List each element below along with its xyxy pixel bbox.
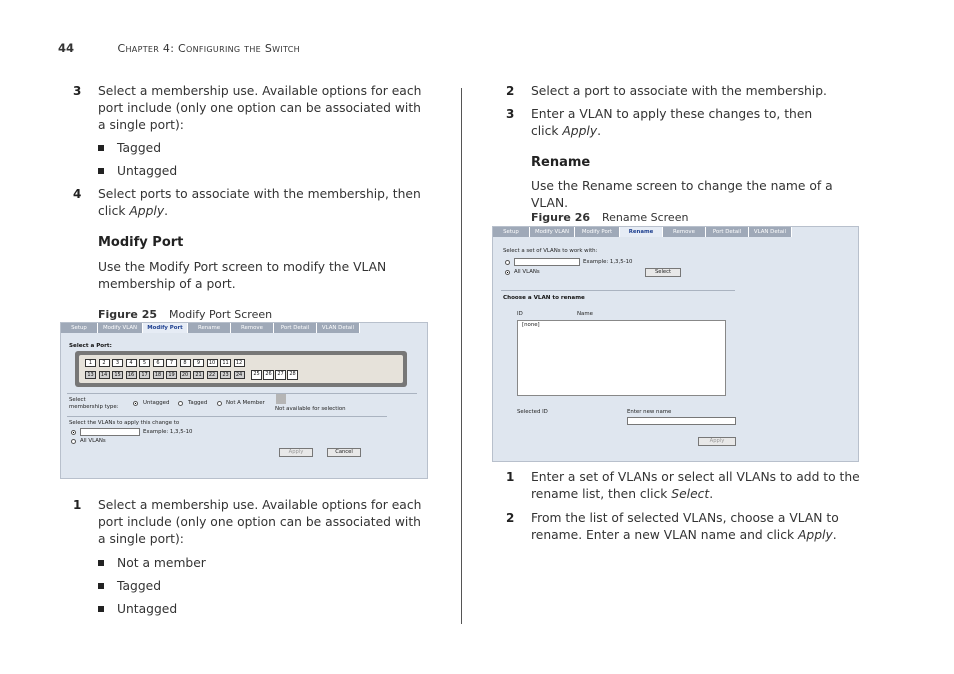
section-heading: Rename bbox=[531, 155, 591, 170]
step-text: Select a membership use. Available options for each port include (only one option can be associated with a single port): bbox=[98, 498, 422, 546]
bullet-label: Tagged bbox=[117, 141, 161, 155]
step-number: 4 bbox=[73, 187, 82, 201]
step-number: 1 bbox=[506, 470, 515, 484]
step-text bbox=[531, 510, 861, 544]
membership-label: membership type: bbox=[69, 404, 119, 410]
page-number: 44 bbox=[58, 41, 75, 55]
all-vlans-label: All VLANs bbox=[80, 438, 106, 444]
section-intro: Use the Rename screen to change the name of a VLAN. bbox=[531, 179, 833, 210]
tab-modify-vlan[interactable]: Modify VLAN bbox=[98, 323, 143, 333]
figure-title: Modify Port Screen bbox=[169, 308, 273, 321]
step-text-part: From the list of selected VLANs, choose a VLAN to rename. Enter a new VLAN name and click bbox=[531, 511, 839, 542]
tagged-label: Tagged bbox=[188, 400, 208, 406]
step-text-part: Enter a set of VLANs or select all VLANs to add to the rename list, then click bbox=[531, 470, 860, 501]
bullet-label: Untagged bbox=[117, 164, 178, 178]
vlan-set-radio[interactable] bbox=[71, 430, 76, 435]
step-number: 3 bbox=[506, 107, 515, 121]
apply-vlans-label: Select the VLANs to apply this change to bbox=[69, 420, 180, 426]
list-item[interactable]: [none] bbox=[522, 322, 540, 328]
apply-button[interactable]: Apply bbox=[698, 437, 736, 446]
id-column-header: ID bbox=[517, 311, 523, 317]
not-member-radio[interactable] bbox=[217, 401, 222, 406]
bullet-item bbox=[98, 164, 177, 178]
not-member-label: Not A Member bbox=[226, 400, 265, 406]
tab-modify-port[interactable]: Modify Port bbox=[143, 323, 188, 333]
tab-remove[interactable]: Remove bbox=[231, 323, 274, 333]
port-17[interactable]: 17 bbox=[139, 371, 150, 379]
step-text-end: . bbox=[597, 124, 602, 138]
not-available-swatch bbox=[276, 394, 286, 404]
not-available-label: Not available for selection bbox=[275, 406, 346, 412]
step-number: 2 bbox=[506, 511, 515, 525]
step-text-end: . bbox=[164, 204, 169, 218]
port-20[interactable]: 20 bbox=[180, 371, 191, 379]
vlan-set-input[interactable] bbox=[514, 258, 580, 266]
tab-setup[interactable]: Setup bbox=[61, 323, 98, 333]
tab-port-detail[interactable]: Port Detail bbox=[274, 323, 317, 333]
select-emphasis: Select bbox=[671, 487, 710, 501]
section-intro: Use the Modify Port screen to modify the VLAN membership of a port. bbox=[98, 260, 387, 291]
name-column-header: Name bbox=[577, 311, 593, 317]
figure-title: Rename Screen bbox=[602, 211, 689, 224]
column-divider bbox=[461, 88, 462, 624]
page-header bbox=[58, 41, 300, 55]
tab-rename[interactable]: Rename bbox=[620, 227, 663, 237]
port-panel bbox=[75, 351, 407, 387]
untagged-label: Untagged bbox=[143, 400, 170, 406]
enter-new-name-label: Enter new name bbox=[627, 409, 672, 415]
apply-emphasis: Apply bbox=[798, 528, 833, 542]
cancel-button[interactable]: Cancel bbox=[327, 448, 361, 457]
port-12[interactable]: 12 bbox=[234, 359, 245, 367]
figure-label: Figure 26 bbox=[531, 211, 591, 224]
vlan-list[interactable] bbox=[517, 320, 726, 396]
port-27[interactable]: 27 bbox=[275, 370, 286, 380]
membership-label: Select bbox=[69, 397, 86, 403]
step-text: Select a port to associate with the membership. bbox=[531, 84, 827, 98]
tab-rename[interactable]: Rename bbox=[188, 323, 231, 333]
rename-screenshot bbox=[492, 226, 859, 462]
step-number: 1 bbox=[73, 498, 82, 512]
tab-setup[interactable]: Setup bbox=[493, 227, 530, 237]
step-text-end: . bbox=[709, 487, 714, 501]
port-5[interactable]: 5 bbox=[139, 359, 150, 367]
divider bbox=[67, 393, 417, 394]
port-7[interactable]: 7 bbox=[166, 359, 177, 367]
port-19[interactable]: 19 bbox=[166, 371, 177, 379]
port-11[interactable]: 11 bbox=[220, 359, 231, 367]
all-vlans-radio[interactable] bbox=[71, 439, 76, 444]
port-2[interactable]: 2 bbox=[99, 359, 110, 367]
port-8[interactable]: 8 bbox=[180, 359, 191, 367]
bullet-label: Not a member bbox=[117, 556, 206, 570]
port-25[interactable]: 25 bbox=[251, 370, 262, 380]
port-4[interactable]: 4 bbox=[126, 359, 137, 367]
divider bbox=[501, 290, 735, 291]
untagged-radio[interactable] bbox=[133, 401, 138, 406]
vlan-set-radio[interactable] bbox=[505, 260, 510, 265]
tab-vlan-detail[interactable]: VLAN Detail bbox=[749, 227, 792, 237]
apply-emphasis: Apply bbox=[129, 204, 165, 218]
figure-caption bbox=[531, 211, 688, 224]
tab-vlan-detail[interactable]: VLAN Detail bbox=[317, 323, 360, 333]
step-text: Select a membership use. Available options for each port include (only one option can be associated with a single port): bbox=[98, 84, 422, 132]
port-10[interactable]: 10 bbox=[207, 359, 218, 367]
all-vlans-label: All VLANs bbox=[514, 269, 540, 275]
port-26[interactable]: 26 bbox=[263, 370, 274, 380]
step-text bbox=[531, 106, 841, 140]
vlan-set-input[interactable] bbox=[80, 428, 140, 436]
port-22[interactable]: 22 bbox=[207, 371, 218, 379]
choose-vlan-label: Choose a VLAN to rename bbox=[503, 295, 585, 301]
port-9[interactable]: 9 bbox=[193, 359, 204, 367]
select-set-label: Select a set of VLANs to work with: bbox=[503, 248, 598, 254]
divider bbox=[67, 416, 387, 417]
bullet-item bbox=[98, 556, 206, 570]
port-28[interactable]: 28 bbox=[287, 370, 298, 380]
port-16[interactable]: 16 bbox=[126, 371, 137, 379]
port-3[interactable]: 3 bbox=[112, 359, 123, 367]
port-21[interactable]: 21 bbox=[193, 371, 204, 379]
tab-bar bbox=[493, 227, 792, 237]
tab-remove[interactable]: Remove bbox=[663, 227, 706, 237]
apply-button[interactable]: Apply bbox=[279, 448, 313, 457]
example-text: Example: 1,3,5-10 bbox=[143, 429, 193, 435]
step-text-part: Enter a VLAN to apply these changes to, then click bbox=[531, 107, 813, 138]
port-15[interactable]: 15 bbox=[112, 371, 123, 379]
step-text-end: . bbox=[832, 528, 837, 542]
chapter-title: Chapter 4: Configuring the Switch bbox=[117, 42, 300, 55]
step-number: 3 bbox=[73, 84, 82, 98]
figure-label: Figure 25 bbox=[98, 308, 158, 321]
port-6[interactable]: 6 bbox=[153, 359, 164, 367]
selected-id-label: Selected ID bbox=[517, 409, 548, 415]
tab-modify-port[interactable]: Modify Port bbox=[575, 227, 620, 237]
modify-port-screenshot bbox=[60, 322, 428, 479]
port-14[interactable]: 14 bbox=[99, 371, 110, 379]
bullet-item bbox=[98, 602, 177, 616]
section-heading: Modify Port bbox=[98, 235, 184, 250]
all-vlans-radio[interactable] bbox=[505, 270, 510, 275]
port-23[interactable]: 23 bbox=[220, 371, 231, 379]
port-18[interactable]: 18 bbox=[153, 371, 164, 379]
port-24[interactable]: 24 bbox=[234, 371, 245, 379]
tagged-radio[interactable] bbox=[178, 401, 183, 406]
apply-emphasis: Apply bbox=[562, 124, 598, 138]
bullet-item bbox=[98, 579, 161, 593]
select-button[interactable]: Select bbox=[645, 268, 681, 277]
bullet-label: Untagged bbox=[117, 602, 178, 616]
select-port-label: Select a Port: bbox=[69, 343, 112, 349]
step-number: 2 bbox=[506, 84, 515, 98]
step-text bbox=[98, 186, 423, 220]
new-name-input[interactable] bbox=[627, 417, 736, 425]
bullet-item bbox=[98, 141, 161, 155]
port-1[interactable]: 1 bbox=[85, 359, 96, 367]
bullet-label: Tagged bbox=[117, 579, 161, 593]
tab-modify-vlan[interactable]: Modify VLAN bbox=[530, 227, 575, 237]
figure-caption bbox=[98, 308, 272, 321]
step-text-part: Select ports to associate with the membership, then click bbox=[98, 187, 421, 218]
tab-bar bbox=[61, 323, 360, 333]
port-13[interactable]: 13 bbox=[85, 371, 96, 379]
tab-port-detail[interactable]: Port Detail bbox=[706, 227, 749, 237]
example-text: Example: 1,3,5-10 bbox=[583, 259, 633, 265]
step-text bbox=[531, 469, 861, 503]
